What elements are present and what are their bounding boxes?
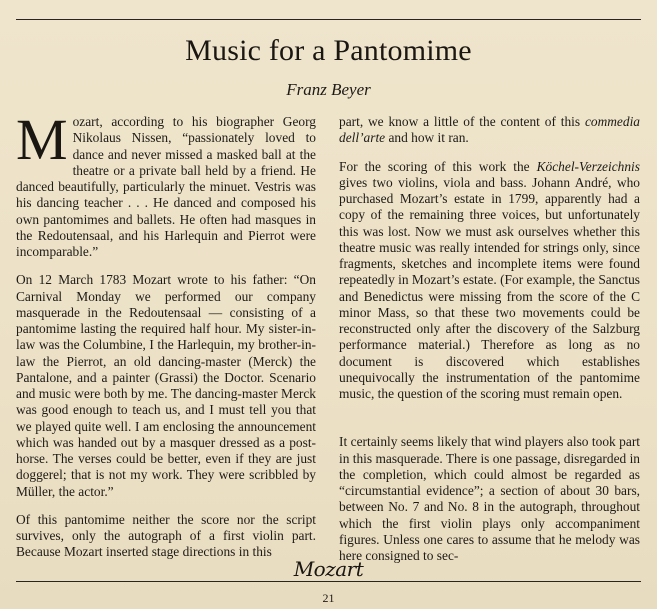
top-rule bbox=[16, 19, 641, 20]
paragraph-scoring bbox=[339, 159, 640, 403]
paragraph-intro-text: ozart, according to his biographer Georg Nikolaus Nissen, “passionately loved to dance and never missed a masked ball at the theatre or a private ball held by a friend. He danced beautifully, particularly the minuet. Vestris was his dancing teacher . . . He danced and composed his own pantomimes and ballets. He often had masques in the Redoutensaal, and his Harlequin and Pierrot were incomparable.” bbox=[16, 114, 316, 259]
mozart-signature: Mozart bbox=[293, 557, 364, 581]
paragraph-intro bbox=[16, 107, 316, 260]
page-number: 21 bbox=[322, 591, 335, 605]
paragraph-pantomime: Of this pantomime neither the score nor the script survives, only the autograph of a first violin part. Because Mozart inserted stage directions in this bbox=[16, 511, 316, 560]
article-author: Franz Beyer bbox=[286, 80, 371, 99]
paragraph-letter: On 12 March 1783 Mozart wrote to his father: “On Carnival Monday we performed our company masquerade in the Redoutensaal — consisting of a pantomime lasting the required half hour. My sister-in-law was the Columbine, I the Harlequin, my brother-in-law the Pierrot, an old dancing-master (Merck) the Pantalone, and a painter (Grassi) the Doctor. Scenario and music were both by me. The dancing-master Merck was good enough to teach us, and I must tell you that we played quite well. I am enclosing the announcement which was handed out by a masquer dressed as a post-horse. The verses could be better, even if they are just doggerel; that is not my work. They were scribbled by Müller, the actor.” bbox=[16, 272, 316, 499]
paragraph-wind-players: It certainly seems likely that wind players also took part in this masquerade. There is one passage, disregarded in the completion, which could almost be regarded as “circumstantial evidence”; a section of about 30 bars, between No. 7 and No. 8 in the autograph, throughout which the first violin plays only accompaniment figures. Unless one cares to assume that he melody was here consigned to sec- bbox=[339, 434, 640, 563]
right-column bbox=[339, 114, 640, 564]
left-column bbox=[16, 107, 316, 561]
drop-cap: M bbox=[16, 107, 68, 172]
text-run: and how it ran. bbox=[385, 130, 469, 146]
italic-term: commedia dell’arte bbox=[339, 114, 640, 146]
bottom-rule bbox=[16, 581, 641, 582]
text-run: part, we know a little of the content of this bbox=[339, 114, 585, 129]
paragraph-gap bbox=[339, 414, 640, 434]
text-run: For the scoring of this work the bbox=[339, 158, 537, 174]
article-title: Music for a Pantomime bbox=[185, 34, 472, 67]
paragraph-continuation bbox=[339, 114, 640, 147]
text-run: gives two violins, viola and bass. Johann André, who purchased Mozart’s estate in 1799, apparently had a copy of the remaining three voices, but unfortunately this was lost. Now we must ask ourselves whether this theatre music was really intended for strings only, since fragments, sketches and incomplete items were found repeatedly in Mozart’s estate. (For example, the Sanctus and Benedictus were missing from the score of the C minor Mass, so that these two movements could be reconstructed only after the discovery of the Salzburg performance material.) Therefore as long as no document is discovered which establishes unequivocally the instrumentation of the pantomime music, the question of the scoring must remain open. bbox=[339, 174, 640, 401]
italic-term: Köchel-Verzeichnis bbox=[536, 158, 640, 174]
